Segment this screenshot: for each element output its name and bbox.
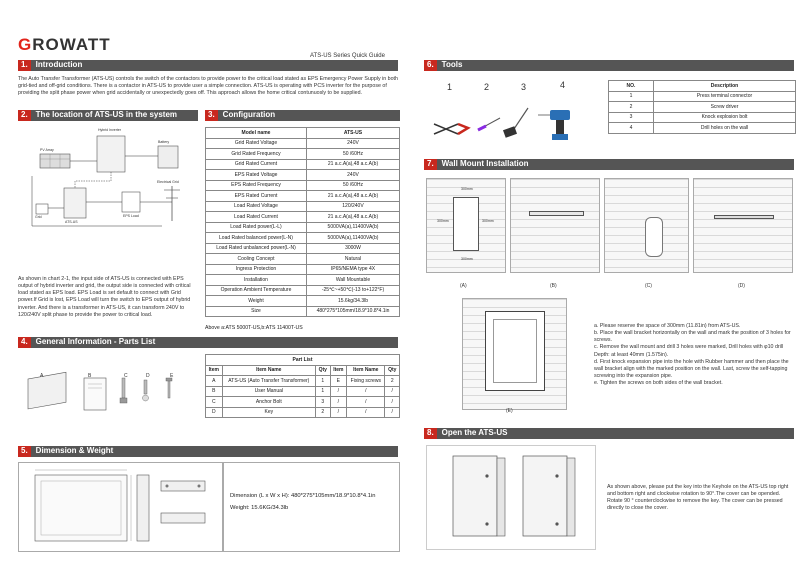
tools-cell: 2 [609, 102, 654, 113]
config-row [206, 138, 400, 149]
section-open-header [424, 428, 794, 439]
config-cell: Load Rated power(L-L) [206, 222, 307, 233]
mount-step-c: c. Remove the wall mount and drill 3 holes were marked, Drill holes with φ10 drill Depth: at least 40mm (1.575in). [594, 344, 784, 358]
config-cell: 21 a.c.A(a),48 a.c.A(b) [306, 159, 399, 170]
parts-cell: 1 [316, 386, 330, 397]
section-number: 7. [424, 159, 437, 170]
parts-cell: / [330, 397, 347, 408]
mount-step-d: d. First knock expansion pipe into the hole with Rubber hammer and then place the wall bracket align with the marked position on the wall. Last, screw the self-tapping screwing into the expansion pipe. [594, 358, 789, 379]
part-letter-d: D [146, 373, 150, 379]
config-row [206, 275, 400, 286]
mount-step-e: e. Tighten the screws on both sides of the wall bracket. [594, 380, 723, 387]
label-hybrid-inverter: Hybrid Inverter [98, 128, 121, 132]
section-title: Open the ATS-US [437, 428, 794, 439]
mount-steps [594, 323, 796, 387]
mount-step-b: b. Place the wall bracket horizontally on the wall and mark the position of 3 holes for screws. [594, 330, 791, 344]
mount-step-a: a. Please reserve the space of 300mm (11.81in) from ATS-US. [594, 323, 741, 329]
parts-cell: Anchor Bolt [222, 397, 315, 408]
dim-label: 300mm [461, 187, 473, 191]
config-cell: Operation Ambient Temperature [206, 285, 307, 296]
parts-cell: / [347, 386, 385, 397]
section-parts-header [18, 337, 398, 348]
dim-label: 300mm [482, 219, 494, 223]
section-tools-header [424, 60, 794, 71]
parts-header-cell: Item [330, 365, 347, 376]
config-cell: Grid Rated Voltage [206, 138, 307, 149]
logo-first-letter: G [18, 35, 33, 54]
config-cell: 240V [306, 138, 399, 149]
parts-cell: Fixing screws [347, 376, 385, 387]
config-cell: 50 /60Hz [306, 180, 399, 191]
config-cell: 240V [306, 170, 399, 181]
parts-cell: / [347, 407, 385, 418]
dim-label: 300mm [461, 257, 473, 261]
mount-figure-e [462, 298, 567, 410]
parts-cell: User Manual [222, 386, 315, 397]
parts-header-cell: Item Name [222, 365, 315, 376]
parts-cell: ATS-US (Auto Transfer Transformer) [222, 376, 315, 387]
section-title: The location of ATS-US in the system [31, 110, 198, 121]
dimension-drawing [18, 462, 223, 552]
tools-row [609, 91, 796, 102]
parts-header-row [206, 365, 400, 376]
parts-cell: 1 [316, 376, 330, 387]
tools-cell: 4 [609, 123, 654, 134]
part-letter-c: C [124, 373, 128, 379]
tools-cell: Press terminal connector [654, 91, 796, 102]
section-dimension-header [18, 446, 398, 457]
parts-cell: E [330, 376, 347, 387]
part-letter-a: A [40, 373, 44, 379]
section-title: Configuration [218, 110, 400, 121]
parts-cell: / [385, 386, 400, 397]
section-configuration-header [205, 110, 400, 121]
tool-number-1: 1 [447, 82, 453, 92]
section-number: 6. [424, 60, 437, 71]
intro-text: The Auto Transfer Transformer (ATS-US) controls the switch of the contactors to provide power to the critical load stated as EPS Emergency Power Supply in both grid-tied and off-grid conditions. There is a contactor in ATS-US to provide user a simple connection. ATS-US is operating with PCS inverter for the purpose of providing the split phase power when grid accidentally or unexpectedly goes off. This approach allows the home critical contunuosly to be supplied. [18, 76, 398, 97]
section-location-header [18, 110, 198, 121]
parts-header-cell: Item [206, 365, 223, 376]
tools-header-row [609, 81, 796, 92]
config-cell: Load Rated Current [206, 212, 307, 223]
parts-cell: 3 [316, 397, 330, 408]
mount-figure-b [510, 178, 600, 273]
config-cell: 5000VA(a),11400VA(b) [306, 222, 399, 233]
parts-title: Part List [206, 355, 400, 366]
config-row [206, 159, 400, 170]
tools-header-cell: NO. [609, 81, 654, 92]
config-cell: Size [206, 306, 307, 317]
tools-row [609, 102, 796, 113]
config-row [206, 201, 400, 212]
part-letter-e: E [170, 373, 174, 379]
config-row [206, 149, 400, 160]
section-title: General Information - Parts List [31, 337, 398, 348]
section-number: 4. [18, 337, 31, 348]
config-cell: Grid Rated Frequency [206, 149, 307, 160]
tool-number-3: 3 [521, 82, 527, 92]
figure-caption-d: (D) [738, 283, 745, 289]
config-row [206, 180, 400, 191]
config-cell: 15.6kg/34.3lb [306, 296, 399, 307]
parts-title-row [206, 355, 400, 366]
section-title: Introduction [31, 60, 398, 71]
figure-caption-c: (C) [645, 283, 652, 289]
tools-illustration [428, 80, 598, 150]
section-number: 8. [424, 428, 437, 439]
parts-cell: C [206, 397, 223, 408]
parts-cell: B [206, 386, 223, 397]
config-footnote: Above a:ATS 5000T-US,b:ATS 11400T-US [205, 325, 303, 331]
open-text: As shown above, please put the key into the Keyhole on the ATS-US top right and bottom right and clockwise rotation to 90°.The cover can be opended. Rotate 90 ° counterclockwise to remove the key. The cover can be pressed directly to close the cover. [607, 484, 789, 512]
config-cell: 50 /60Hz [306, 149, 399, 160]
figure-caption-b: (B) [550, 283, 557, 289]
label-pv-array: PV Array [40, 148, 54, 152]
parts-header-cell: Qty [316, 365, 330, 376]
label-grid: Grid [35, 215, 42, 219]
config-cell: Wall Mountable [306, 275, 399, 286]
tools-table [608, 80, 796, 134]
parts-cell: 2 [316, 407, 330, 418]
tools-header-cell: Description [654, 81, 796, 92]
mount-figure-a [426, 178, 506, 273]
config-cell: 5000VA(a),11400VA(b) [306, 233, 399, 244]
parts-cell: / [385, 407, 400, 418]
config-row [206, 170, 400, 181]
open-ats-illustration [426, 445, 596, 550]
parts-row [206, 397, 400, 408]
parts-cell: / [330, 407, 347, 418]
config-row [206, 243, 400, 254]
system-diagram [22, 126, 197, 236]
section-title: Wall Mount Installation [437, 159, 794, 170]
section-title: Dimension & Weight [31, 446, 398, 457]
config-row [206, 222, 400, 233]
section-wall-mount-header [424, 159, 794, 170]
parts-row [206, 386, 400, 397]
parts-cell: Key [222, 407, 315, 418]
config-cell: 480*275*105mm/18.9*10.8*4.1in [306, 306, 399, 317]
config-cell: 21 a.c.A(a),48 a.c.A(b) [306, 191, 399, 202]
config-cell: EPS Rated Voltage [206, 170, 307, 181]
config-header-row [206, 128, 400, 139]
mount-figure-c [604, 178, 689, 273]
tools-cell: Screw driver [654, 102, 796, 113]
parts-cell: / [330, 386, 347, 397]
parts-row [206, 407, 400, 418]
parts-cell: / [347, 397, 385, 408]
figure-caption-e: (E) [506, 408, 513, 414]
config-cell: Grid Rated Current [206, 159, 307, 170]
parts-illustration [22, 370, 192, 435]
config-table [205, 127, 400, 317]
config-cell: Installation [206, 275, 307, 286]
label-electrical-grid: Electrical Grid [157, 180, 179, 184]
tools-cell: 1 [609, 91, 654, 102]
config-row [206, 212, 400, 223]
config-cell: Load Rated unbalanced power(L-N) [206, 243, 307, 254]
parts-cell: A [206, 376, 223, 387]
config-cell: EPS Rated Frequency [206, 180, 307, 191]
parts-row [206, 376, 400, 387]
config-cell: Ingress Protection [206, 264, 307, 275]
parts-table [205, 354, 400, 418]
parts-cell: 2 [385, 376, 400, 387]
growatt-logo [18, 34, 111, 56]
tools-cell: Knock explosion bolt [654, 112, 796, 123]
config-cell: Cooling Concept [206, 254, 307, 265]
config-cell: EPS Rated Current [206, 191, 307, 202]
doc-title: ATS-US Series Quick Guide [310, 53, 385, 59]
parts-cell: / [385, 397, 400, 408]
parts-header-cell: Qty [385, 365, 400, 376]
config-row [206, 306, 400, 317]
section-title: Tools [437, 60, 794, 71]
label-battery: Battery [158, 140, 170, 144]
location-text: As shown in chart 2-1, the input side of ATS-US is connected with EPS output of hybrid inverter and grid, the output side is connected with critical load stated as EPS load. EPS Load is set default to connect with Grid power.If Grid is lost, EPS Load will turn the switch to EPS output of hybrid inverter. And there is a transformer in ATS-US, it can transform 240V to 120/240V split phase to provide the power to critical load. [18, 276, 191, 318]
label-ats: ATS-US [65, 220, 78, 224]
dimension-weight: Weight: 15.6KG/34.3lb [230, 505, 289, 511]
config-cell: 120/240V [306, 201, 399, 212]
section-number: 3. [205, 110, 218, 121]
figure-caption-a: (A) [460, 283, 467, 289]
config-cell: Load Rated Voltage [206, 201, 307, 212]
tools-cell: Drill holes on the wall [654, 123, 796, 134]
config-row [206, 296, 400, 307]
config-cell: Natural [306, 254, 399, 265]
config-row [206, 233, 400, 244]
config-row [206, 254, 400, 265]
parts-header-cell: Item Name [347, 365, 385, 376]
config-header-cell: ATS-US [306, 128, 399, 139]
part-letter-b: B [88, 373, 92, 379]
config-cell: -25℃~+50℃(-13 to+122°F) [306, 285, 399, 296]
section-introduction-header [18, 60, 398, 71]
config-row [206, 191, 400, 202]
config-row [206, 264, 400, 275]
logo-rest: ROWATT [32, 35, 111, 54]
config-row [206, 285, 400, 296]
section-number: 5. [18, 446, 31, 457]
section-number: 1. [18, 60, 31, 71]
tools-cell: 3 [609, 112, 654, 123]
tools-row [609, 123, 796, 134]
section-number: 2. [18, 110, 31, 121]
tools-row [609, 112, 796, 123]
tool-number-4: 4 [560, 80, 566, 90]
tool-number-2: 2 [484, 82, 490, 92]
config-header-cell: Model name [206, 128, 307, 139]
config-cell: Load Rated balanced power(L-N) [206, 233, 307, 244]
dimension-info-panel [223, 462, 400, 552]
label-eps-load: EPS Load [123, 214, 139, 218]
dim-label: 300mm [437, 219, 449, 223]
config-cell: 21 a.c.A(a),48 a.c.A(b) [306, 212, 399, 223]
config-cell: IP65/NEMA type 4X [306, 264, 399, 275]
parts-cell: D [206, 407, 223, 418]
dimension-size: Dimension (L x W x H): 480*275*105mm/18.9*10.8*4.1in [230, 493, 376, 499]
mount-figure-d [693, 178, 793, 273]
config-cell: 3000W [306, 243, 399, 254]
config-cell: Weight [206, 296, 307, 307]
